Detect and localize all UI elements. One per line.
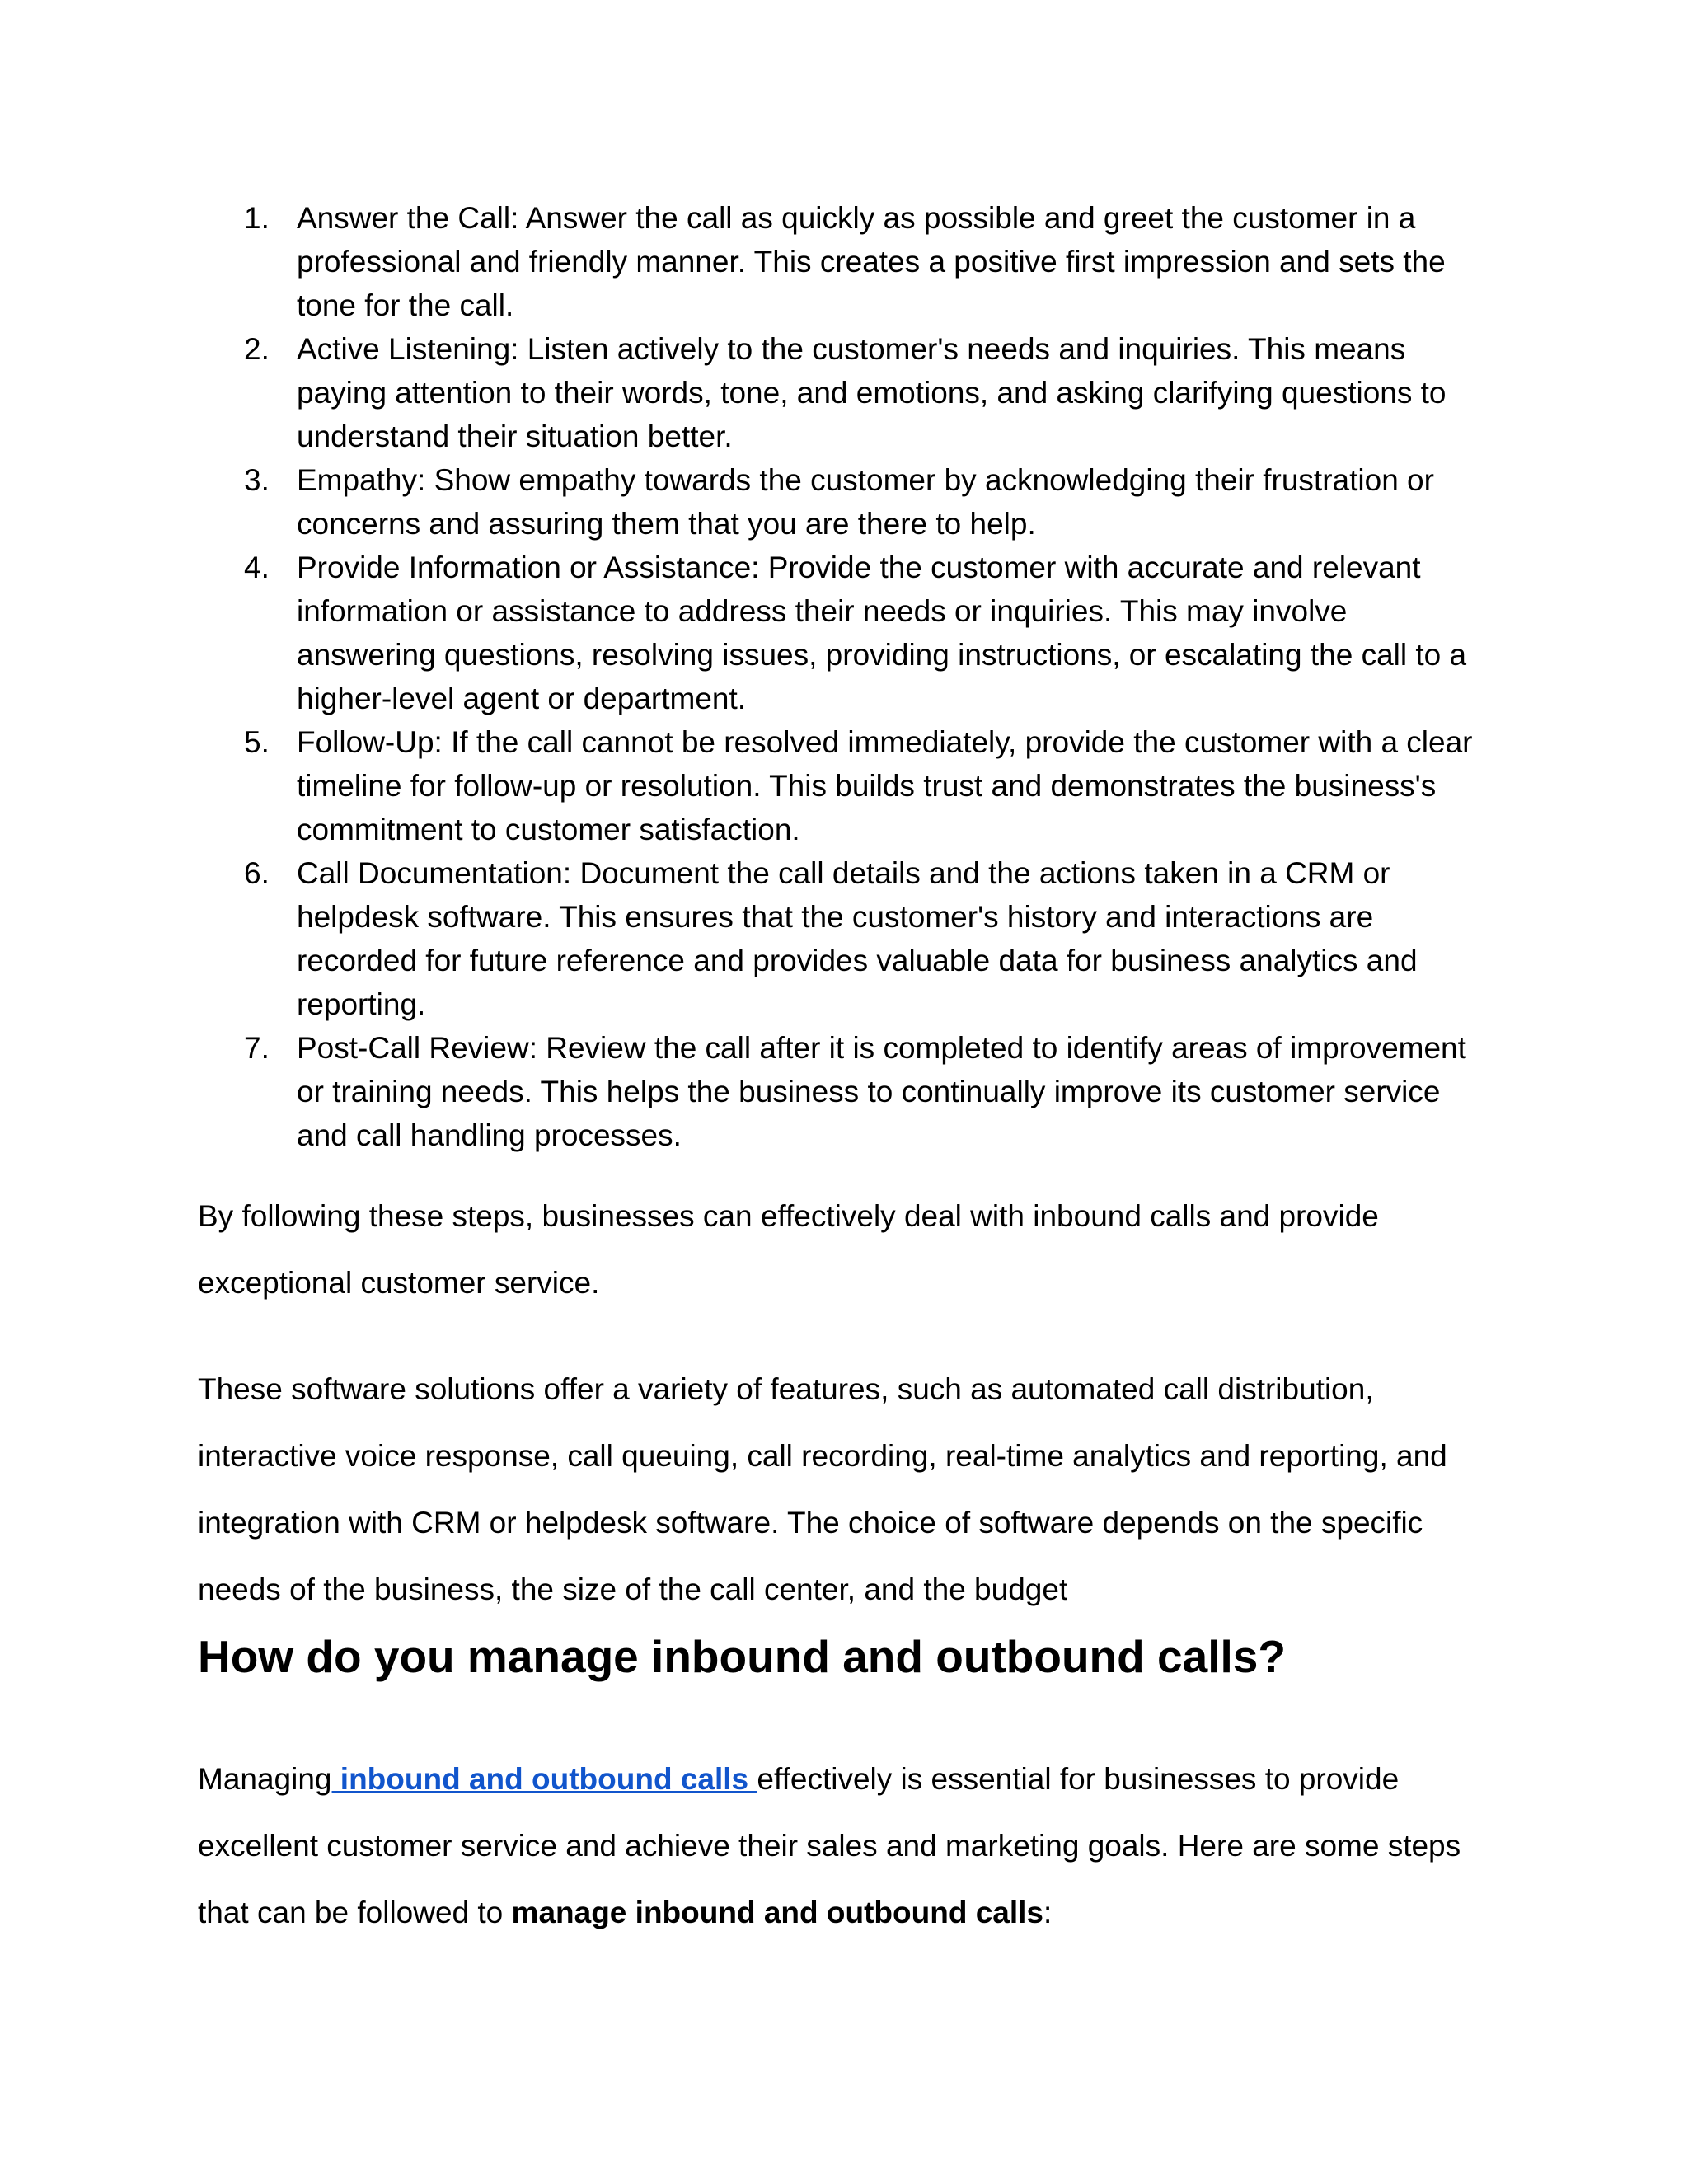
list-item-text: Call Documentation: Document the call details and the actions taken in a CRM or helpdesk software. This ensures that the customer's history and interactions are recorded for future reference and provides valuable data for business analytics and reporting. (297, 856, 1418, 1021)
list-item (198, 720, 1484, 851)
list-item (198, 851, 1484, 1026)
list-number: 7. (244, 1031, 270, 1065)
intro-paragraph (198, 1746, 1492, 1946)
inbound-outbound-calls-link[interactable]: inbound and outbound calls (331, 1762, 757, 1796)
list-item-text: Follow-Up: If the call cannot be resolved immediately, provide the customer with a clear timeline for follow-up or resolution. This builds trust and demonstrates the business's commitment to customer satisfaction. (297, 725, 1473, 846)
software-paragraph: These software solutions offer a variety of features, such as automated call distribution, interactive voice response, call queuing, call recording, real-time analytics and reporting, and integration with CRM or helpdesk software. The choice of software depends on the specific needs of the business, the size of the call center, and the budget (198, 1372, 1447, 1606)
section-heading: How do you manage inbound and outbound calls? (198, 1631, 1286, 1682)
list-number: 6. (244, 856, 270, 890)
list-number: 1. (244, 201, 270, 235)
bold-phrase: manage inbound and outbound calls (511, 1896, 1043, 1929)
summary-paragraph: By following these steps, businesses can effectively deal with inbound calls and provide exceptional customer service. (198, 1199, 1379, 1300)
list-item (198, 196, 1484, 327)
list-number: 3. (244, 463, 270, 497)
list-number: 4. (244, 551, 270, 584)
list-item (198, 327, 1484, 458)
paragraph-text: effectively is essential for businesses to provide excellent customer service and achieve their sales and marketing goals. Here are some steps that can be followed to (198, 1762, 1461, 1929)
list-item-text: Active Listening: Listen actively to the customer's needs and inquiries. This means paying attention to their words, tone, and emotions, and asking clarifying questions to understand their situation better. (297, 332, 1447, 453)
list-item-text: Provide Information or Assistance: Provide the customer with accurate and relevant information or assistance to address their needs or inquiries. This may involve answering questions, resolving issues, providing instructions, or escalating the call to a higher-level agent or department. (297, 551, 1467, 715)
paragraph-text: Managing (198, 1762, 332, 1796)
steps-list (198, 196, 1484, 1157)
list-item-text: Empathy: Show empathy towards the customer by acknowledging their frustration or concerns and assuring them that you are there to help. (297, 463, 1434, 541)
list-number: 2. (244, 332, 270, 366)
list-item-text: Answer the Call: Answer the call as quickly as possible and greet the customer in a professional and friendly manner. This creates a positive first impression and sets the tone for the call. (297, 201, 1446, 322)
list-item-text: Post-Call Review: Review the call after it is completed to identify areas of improvement or training needs. This helps the business to continually improve its customer service and call handling processes. (297, 1031, 1466, 1152)
list-item (198, 546, 1484, 720)
list-item (198, 458, 1484, 546)
list-number: 5. (244, 725, 270, 759)
paragraph-end: : (1043, 1896, 1053, 1929)
list-item (198, 1026, 1484, 1157)
